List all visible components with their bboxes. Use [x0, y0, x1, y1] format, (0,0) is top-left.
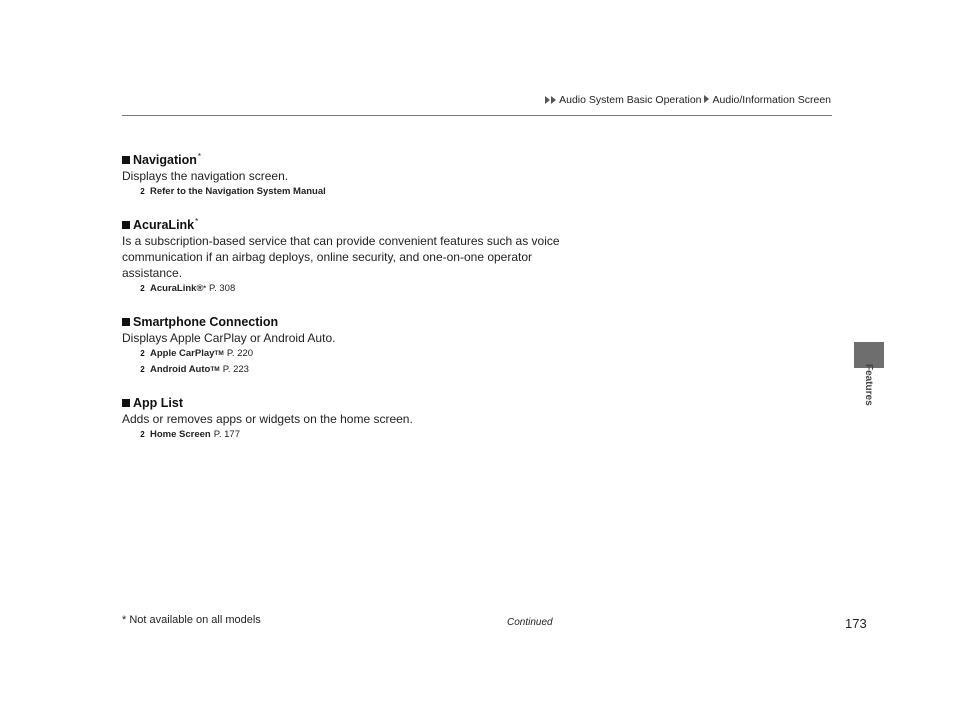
breadcrumb-separator — [704, 94, 710, 106]
continued-label: Continued — [507, 617, 553, 628]
section-body: Displays the navigation screen. — [122, 169, 289, 183]
cross-reference-link[interactable] — [139, 427, 592, 443]
section-acuralink — [122, 217, 592, 297]
reference-page: P. 308 — [209, 283, 236, 294]
section-navigation — [122, 152, 592, 200]
arrow-icon — [704, 95, 709, 103]
reference-superscript: TM — [214, 350, 224, 357]
breadcrumb-item[interactable]: Audio System Basic Operation — [559, 94, 702, 106]
reference-arrow-icon: 2 — [140, 284, 145, 293]
section-heading — [122, 217, 592, 233]
reference-page: P. 223 — [222, 364, 249, 375]
breadcrumb-item[interactable]: Audio/Information Screen — [712, 94, 831, 106]
section-app-list — [122, 395, 592, 443]
section-body: Adds or removes apps or widgets on the home screen. — [122, 412, 413, 426]
reference-arrow-icon: 2 — [140, 187, 145, 196]
arrow-icon — [545, 96, 550, 104]
page-number: 173 — [845, 616, 867, 631]
square-bullet-icon — [122, 399, 130, 407]
reference-title: Home Screen — [150, 429, 211, 440]
main-content — [122, 152, 592, 460]
section-smartphone-connection — [122, 314, 592, 378]
section-title: Smartphone Connection — [133, 315, 279, 329]
square-bullet-icon — [122, 221, 130, 229]
section-heading — [122, 152, 592, 168]
section-title: App List — [133, 396, 183, 410]
cross-reference-link[interactable] — [139, 346, 592, 362]
cross-reference-link[interactable] — [139, 184, 592, 200]
reference-superscript: TM — [210, 366, 220, 373]
cross-reference-link[interactable] — [139, 281, 592, 297]
section-title: Navigation — [133, 153, 197, 167]
header-divider — [122, 115, 832, 116]
reference-arrow-icon: 2 — [140, 365, 145, 374]
reference-arrow-icon: 2 — [140, 349, 145, 358]
chapter-label: Features — [863, 364, 874, 406]
reference-page: P. 177 — [213, 429, 240, 440]
square-bullet-icon — [122, 318, 130, 326]
reference-title: Refer to the Navigation System Manual — [150, 186, 326, 197]
reference-title: Apple CarPlay — [150, 348, 215, 359]
reference-superscript: * — [203, 285, 206, 292]
breadcrumb — [545, 94, 831, 106]
section-title: AcuraLink — [133, 218, 195, 232]
footnote: * Not available on all models — [122, 614, 261, 626]
section-body: Is a subscription-based service that can provide convenient features such as voice communication if an airbag deploys, online security, and one-on-one operator assistance. — [122, 234, 560, 280]
arrow-icon — [551, 96, 556, 104]
reference-title: Android Auto — [150, 364, 211, 375]
reference-arrow-icon: 2 — [140, 430, 145, 439]
footnote-mark: * — [195, 217, 199, 226]
section-heading — [122, 314, 592, 330]
square-bullet-icon — [122, 156, 130, 164]
footnote-mark: * — [197, 152, 202, 161]
cross-reference-link[interactable] — [139, 362, 592, 378]
reference-title: AcuraLink® — [150, 283, 204, 294]
reference-page: P. 220 — [226, 348, 254, 359]
section-body: Displays Apple CarPlay or Android Auto. — [122, 331, 336, 345]
section-heading — [122, 395, 592, 411]
